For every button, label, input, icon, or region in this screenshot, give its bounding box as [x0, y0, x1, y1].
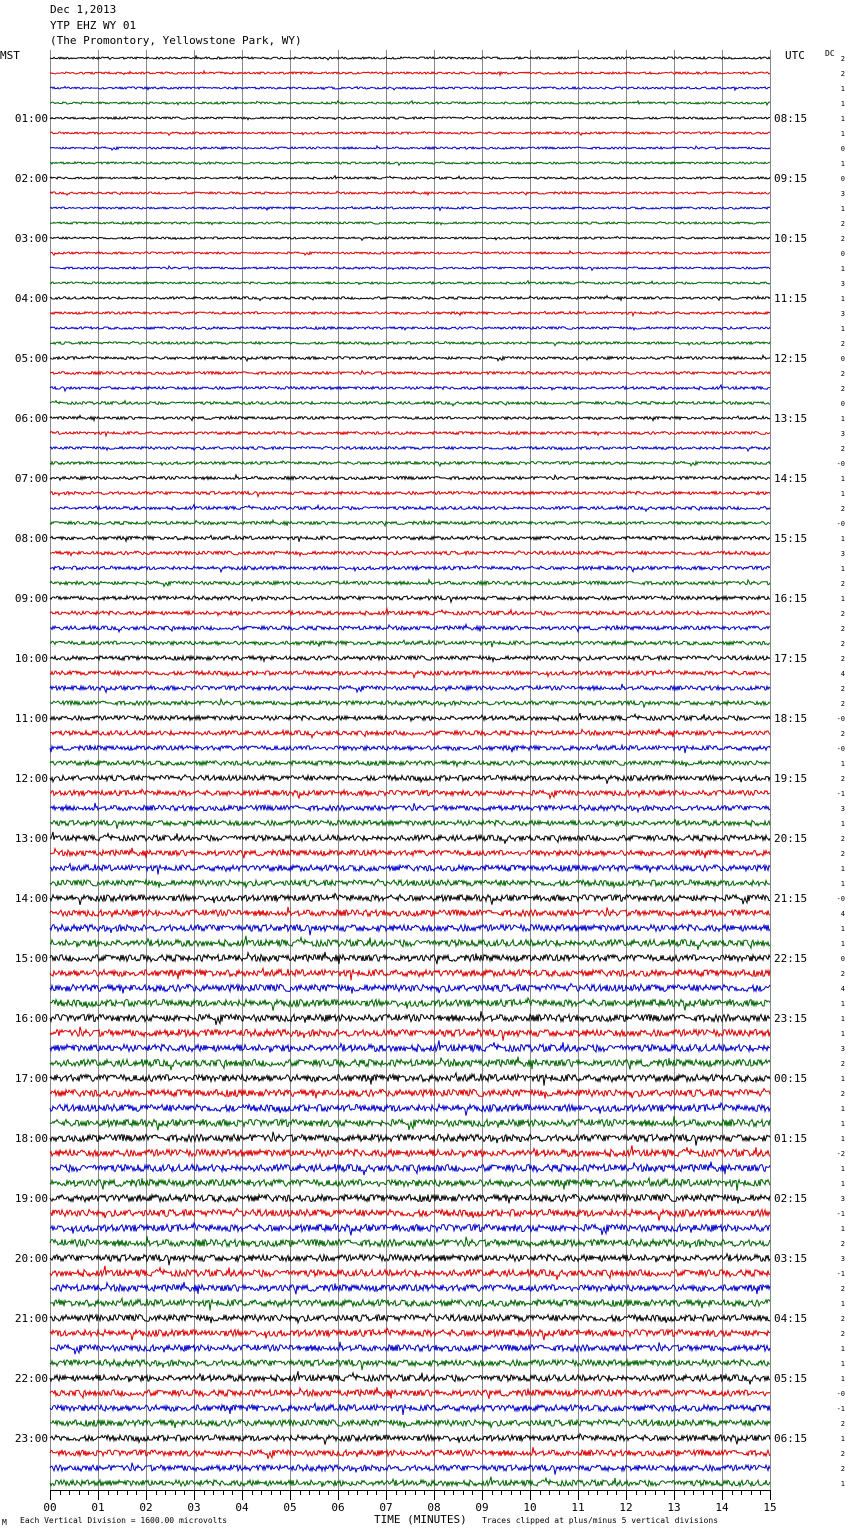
trace-row: [50, 1463, 770, 1475]
trace-row: [50, 56, 770, 60]
dc-offset-value: -0: [836, 1390, 845, 1398]
dc-offset-value: 2: [840, 1420, 845, 1428]
trace-row: [50, 87, 770, 91]
utc-axis-label: UTC: [785, 49, 805, 62]
dc-offset-value: 1: [840, 1120, 845, 1128]
trace-row: [50, 536, 770, 542]
x-tick-label: 07: [379, 1501, 393, 1514]
station-name: YTP EHZ WY 01: [50, 19, 137, 32]
trace-row: [50, 879, 770, 887]
dc-offset-value: 2: [840, 685, 845, 693]
utc-hour-label: 02:15: [774, 1192, 808, 1205]
mst-hour-label: 19:00: [14, 1192, 48, 1205]
dc-offset-value: 1: [840, 565, 845, 573]
utc-hour-label: 17:15: [774, 652, 808, 665]
dc-offset-value: 1: [840, 1435, 845, 1443]
trace-row: [50, 968, 770, 980]
trace-row: [50, 101, 770, 105]
dc-offset-value: 1: [840, 1180, 845, 1188]
trace-row: [50, 266, 770, 270]
dc-offset-value: 1: [840, 1000, 845, 1008]
trace-row: [50, 446, 770, 451]
station-location: (The Promontory, Yellowstone Park, WY): [50, 34, 302, 47]
dc-offset-value: 1: [840, 1135, 845, 1143]
dc-offset-value: 2: [840, 1240, 845, 1248]
mst-hour-label: 06:00: [14, 412, 48, 425]
clip-note: Traces clipped at plus/minus 5 vertical divisions: [482, 1516, 719, 1525]
dc-offset-value: 2: [840, 610, 845, 618]
trace-row: [50, 925, 770, 936]
dc-offset-value: -1: [836, 1405, 845, 1413]
dc-offset-value: 1: [840, 940, 845, 948]
trace-row: [50, 251, 770, 255]
mst-hour-label: 17:00: [14, 1072, 48, 1085]
trace-row: [50, 1314, 770, 1323]
trace-row: [50, 998, 770, 1011]
mst-hour-label: 21:00: [14, 1312, 48, 1325]
dc-offset-value: 2: [840, 55, 845, 63]
trace-row: [50, 327, 770, 330]
x-tick-label: 08: [427, 1501, 441, 1514]
dc-offset-value: 1: [840, 415, 845, 423]
dc-offset-value: 3: [840, 805, 845, 813]
trace-row: [50, 1342, 770, 1354]
trace-row: [50, 864, 770, 875]
dc-offset-value: 1: [840, 1165, 845, 1173]
utc-hour-label: 05:15: [774, 1372, 808, 1385]
dc-offset-value: 0: [840, 400, 845, 408]
dc-offset-value: 4: [840, 670, 845, 678]
trace-row: [50, 551, 770, 556]
x-axis-title: TIME (MINUTES): [374, 1513, 467, 1526]
trace-row: [50, 1477, 770, 1487]
dc-offset-value: 2: [840, 220, 845, 228]
trace-row: [50, 580, 770, 587]
trace-row: [50, 848, 770, 858]
chart-date: Dec 1,2013: [50, 3, 117, 16]
utc-hour-label: 08:15: [774, 112, 808, 125]
dc-offset-value: 2: [840, 835, 845, 843]
mst-hour-label: 10:00: [14, 652, 48, 665]
trace-row: [50, 1266, 770, 1280]
trace-row: [50, 1404, 770, 1415]
mst-hour-label: 18:00: [14, 1132, 48, 1145]
dc-offset-value: 1: [840, 325, 845, 333]
x-tick-label: 11: [571, 1501, 585, 1514]
trace-row: [50, 936, 770, 950]
trace-row: [50, 894, 770, 905]
mst-hour-label: 03:00: [14, 232, 48, 245]
dc-offset-value: 1: [840, 1300, 845, 1308]
dc-offset-value: 0: [840, 955, 845, 963]
dc-offset-value: 2: [840, 970, 845, 978]
utc-hour-label: 09:15: [774, 172, 808, 185]
dc-offset-value: 1: [840, 865, 845, 873]
dc-offset-value: 1: [840, 1075, 845, 1083]
trace-row: [50, 355, 770, 361]
trace-row: [50, 761, 770, 767]
dc-offset-value: 1: [840, 100, 845, 108]
mst-hour-label: 15:00: [14, 952, 48, 965]
trace-row: [50, 609, 770, 616]
trace-row: [50, 1132, 770, 1146]
mst-hour-label: 07:00: [14, 472, 48, 485]
dc-offset-value: 2: [840, 1315, 845, 1323]
dc-offset-value: 3: [840, 1045, 845, 1053]
trace-row: [50, 520, 770, 526]
dc-offset-value: 3: [840, 1195, 845, 1203]
dc-offset-value: 3: [840, 310, 845, 318]
dc-offset-value: 1: [840, 925, 845, 933]
utc-hour-label: 10:15: [774, 232, 808, 245]
trace-row: [50, 1419, 770, 1428]
trace-row: [50, 1360, 770, 1370]
dc-offset-value: 1: [840, 880, 845, 888]
trace-row: [50, 1371, 770, 1384]
trace-row: [50, 729, 770, 738]
trace-row: [50, 207, 770, 211]
trace-row: [50, 1011, 770, 1025]
trace-row: [50, 1223, 770, 1235]
trace-row: [50, 670, 770, 678]
dc-offset-value: 3: [840, 280, 845, 288]
dc-offset-value: 1: [840, 1030, 845, 1038]
x-tick-label: 03: [187, 1501, 201, 1514]
dc-offset-value: 1: [840, 760, 845, 768]
trace-row: [50, 385, 770, 391]
utc-hour-label: 14:15: [774, 472, 808, 485]
dc-offset-value: 1: [840, 265, 845, 273]
mst-hour-label: 01:00: [14, 112, 48, 125]
trace-row: [50, 832, 770, 844]
dc-offset-value: 2: [840, 655, 845, 663]
dc-offset-value: 2: [840, 505, 845, 513]
trace-row: [50, 745, 770, 753]
trace-row: [50, 625, 770, 632]
trace-row: [50, 311, 770, 315]
mst-hour-label: 04:00: [14, 292, 48, 305]
utc-hour-label: 13:15: [774, 412, 808, 425]
trace-row: [50, 1073, 770, 1086]
dc-offset-value: 3: [840, 550, 845, 558]
dc-offset-value: 2: [840, 625, 845, 633]
trace-row: [50, 237, 770, 241]
utc-hour-label: 21:15: [774, 892, 808, 905]
trace-row: [50, 803, 770, 812]
utc-hour-label: 23:15: [774, 1012, 808, 1025]
dc-offset-value: 1: [840, 1360, 845, 1368]
x-tick-label: 04: [235, 1501, 249, 1514]
trace-row: [50, 1298, 770, 1310]
utc-hour-label: 04:15: [774, 1312, 808, 1325]
dc-offset-value: 1: [840, 1105, 845, 1113]
dc-offset-value: -1: [836, 1210, 845, 1218]
mst-hour-label: 14:00: [14, 892, 48, 905]
trace-row: [50, 281, 770, 285]
utc-hour-label: 06:15: [774, 1432, 808, 1445]
utc-hour-label: 15:15: [774, 532, 808, 545]
utc-hour-label: 11:15: [774, 292, 808, 305]
utc-hour-label: 20:15: [774, 832, 808, 845]
trace-row: [50, 789, 770, 798]
x-tick-label: 05: [283, 1501, 297, 1514]
dc-offset-value: 0: [840, 175, 845, 183]
trace-row: [50, 491, 770, 496]
utc-hour-label: 16:15: [774, 592, 808, 605]
dc-offset-value: 1: [840, 295, 845, 303]
trace-row: [50, 1103, 770, 1116]
dc-offset-value: 1: [840, 595, 845, 603]
dc-offset-value: 1: [840, 1480, 845, 1488]
dc-offset-value: 2: [840, 370, 845, 378]
dc-offset-value: 2: [840, 730, 845, 738]
dc-offset-value: 1: [840, 1015, 845, 1023]
dc-offset-value: 2: [840, 850, 845, 858]
dc-label: DC: [825, 49, 835, 58]
dc-offset-value: 1: [840, 535, 845, 543]
mst-hour-label: 22:00: [14, 1372, 48, 1385]
x-tick-label: 00: [43, 1501, 57, 1514]
mst-hour-label: 20:00: [14, 1252, 48, 1265]
dc-offset-value: 3: [840, 190, 845, 198]
trace-row: [50, 296, 770, 301]
trace-row: [50, 1145, 770, 1157]
dc-offset-value: -0: [836, 520, 845, 528]
trace-row: [50, 1027, 770, 1041]
trace-row: [50, 1040, 770, 1052]
mst-hour-label: 23:00: [14, 1432, 48, 1445]
trace-row: [50, 432, 770, 437]
utc-hour-label: 00:15: [774, 1072, 808, 1085]
x-tick-label: 14: [715, 1501, 729, 1514]
dc-offset-value: 2: [840, 775, 845, 783]
trace-row: [50, 984, 770, 994]
dc-offset-value: 1: [840, 820, 845, 828]
mst-hour-label: 11:00: [14, 712, 48, 725]
dc-offset-value: 2: [840, 1090, 845, 1098]
trace-row: [50, 461, 770, 466]
x-tick-label: 13: [667, 1501, 681, 1514]
x-tick-label: 15: [763, 1501, 777, 1514]
dc-offset-value: 1: [840, 130, 845, 138]
trace-row: [50, 1387, 770, 1399]
dc-offset-value: 2: [840, 700, 845, 708]
dc-offset-value: 2: [840, 1450, 845, 1458]
trace-row: [50, 1116, 770, 1130]
trace-row: [50, 566, 770, 572]
dc-offset-value: 0: [840, 250, 845, 258]
trace-row: [50, 132, 770, 136]
dc-offset-value: -2: [836, 1150, 845, 1158]
trace-row: [50, 222, 770, 225]
mst-hour-label: 12:00: [14, 772, 48, 785]
x-tick-label: 09: [475, 1501, 489, 1514]
mst-hour-label: 02:00: [14, 172, 48, 185]
trace-row: [50, 415, 770, 420]
trace-row: [50, 71, 770, 75]
trace-row: [50, 1434, 770, 1445]
trace-row: [50, 684, 770, 693]
dc-offset-value: 1: [840, 475, 845, 483]
trace-row: [50, 1209, 770, 1221]
dc-offset-value: 2: [840, 340, 845, 348]
trace-row: [50, 1282, 770, 1294]
dc-offset-value: 2: [840, 385, 845, 393]
trace-row: [50, 1162, 770, 1176]
trace-row: [50, 1447, 770, 1459]
dc-offset-value: 2: [840, 640, 845, 648]
trace-row: [50, 1194, 770, 1203]
corner-mark: M: [2, 1518, 7, 1527]
dc-offset-value: 4: [840, 910, 845, 918]
scale-note: Each Vertical Division = 1600.00 microvolts: [20, 1516, 228, 1525]
dc-offset-value: 3: [840, 1255, 845, 1263]
dc-offset-value: 1: [840, 1225, 845, 1233]
mst-hour-label: 05:00: [14, 352, 48, 365]
trace-row: [50, 640, 770, 647]
x-tick-label: 01: [91, 1501, 105, 1514]
x-tick-label: 12: [619, 1501, 633, 1514]
trace-row: [50, 475, 770, 480]
dc-offset-value: 1: [840, 115, 845, 123]
trace-row: [50, 655, 770, 661]
x-tick-label: 02: [139, 1501, 153, 1514]
dc-offset-value: 0: [840, 145, 845, 153]
trace-row: [50, 907, 770, 917]
trace-row: [50, 176, 770, 180]
dc-offset-value: 2: [840, 1285, 845, 1293]
trace-row: [50, 1089, 770, 1099]
trace-row: [50, 342, 770, 346]
dc-offset-value: 3: [840, 430, 845, 438]
trace-row: [50, 1236, 770, 1248]
dc-offset-value: -0: [836, 715, 845, 723]
trace-row: [50, 505, 770, 512]
trace-row: [50, 1328, 770, 1340]
utc-hour-label: 03:15: [774, 1252, 808, 1265]
utc-hour-label: 22:15: [774, 952, 808, 965]
trace-row: [50, 1178, 770, 1191]
dc-offset-value: 1: [840, 205, 845, 213]
trace-row: [50, 371, 770, 376]
trace-row: [50, 146, 770, 150]
utc-hour-label: 18:15: [774, 712, 808, 725]
trace-row: [50, 713, 770, 721]
dc-offset-value: 2: [840, 70, 845, 78]
trace-row: [50, 699, 770, 707]
x-tick-label: 06: [331, 1501, 345, 1514]
dc-offset-value: 2: [840, 1060, 845, 1068]
x-tick-label: 10: [523, 1501, 537, 1514]
trace-row: [50, 162, 770, 166]
trace-row: [50, 401, 770, 406]
dc-offset-value: 2: [840, 235, 845, 243]
trace-row: [50, 1057, 770, 1071]
dc-offset-value: 1: [840, 85, 845, 93]
dc-offset-value: -1: [836, 1270, 845, 1278]
dc-offset-value: -0: [836, 460, 845, 468]
dc-offset-value: 1: [840, 160, 845, 168]
trace-row: [50, 117, 770, 120]
mst-hour-label: 13:00: [14, 832, 48, 845]
mst-hour-label: 08:00: [14, 532, 48, 545]
dc-offset-value: -1: [836, 790, 845, 798]
trace-row: [50, 1254, 770, 1266]
dc-offset-value: 2: [840, 1465, 845, 1473]
dc-offset-value: -0: [836, 745, 845, 753]
dc-offset-value: 2: [840, 1330, 845, 1338]
dc-offset-value: 1: [840, 490, 845, 498]
dc-offset-value: 2: [840, 580, 845, 588]
trace-row: [50, 596, 770, 602]
utc-hour-label: 19:15: [774, 772, 808, 785]
mst-axis-label: MST: [0, 49, 20, 62]
dc-offset-value: 1: [840, 1375, 845, 1383]
trace-row: [50, 191, 770, 195]
dc-offset-value: -0: [836, 895, 845, 903]
trace-row: [50, 775, 770, 784]
trace-row: [50, 820, 770, 829]
mst-hour-label: 16:00: [14, 1012, 48, 1025]
mst-hour-label: 09:00: [14, 592, 48, 605]
dc-offset-value: 0: [840, 355, 845, 363]
utc-hour-label: 12:15: [774, 352, 808, 365]
trace-row: [50, 952, 770, 964]
dc-offset-value: 2: [840, 445, 845, 453]
utc-hour-label: 01:15: [774, 1132, 808, 1145]
dc-offset-value: 1: [840, 1345, 845, 1353]
dc-offset-value: 4: [840, 985, 845, 993]
